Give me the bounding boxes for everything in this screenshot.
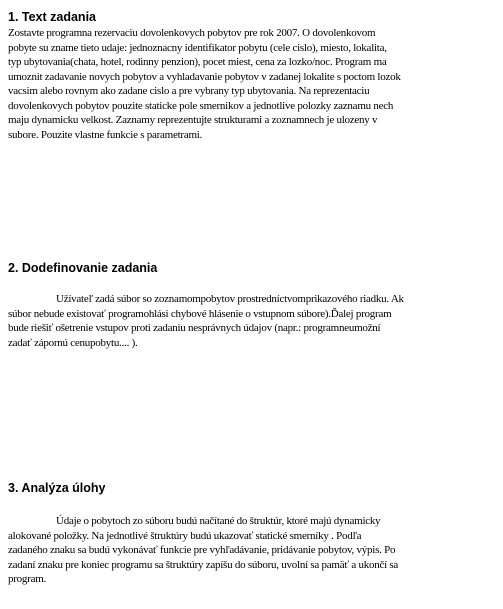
text-line: bude riešiť ošetrenie vstupov proti zadaniu nesprávnych údajov (napr.: programneumožní — [8, 322, 381, 334]
text-line: umoznit zadavanie novych pobytov a vyhladavanie pobytov v zadanej lokalite s poctom lozok — [8, 70, 401, 83]
section-heading-dodefinovanie-zadania: 2. Dodefinovanie zadania — [8, 261, 158, 275]
text-line: subore. Pouzite vlastne funkcie s parametrami. — [8, 128, 203, 141]
section-heading-text-zadania: 1. Text zadania — [8, 10, 96, 24]
text-line: dovolenkovych pobytov pouzite staticke pole smernikov a jednotlive polozky zaznamu nech — [8, 99, 394, 112]
text-line: vacsim alebo rovnym ako zadane cislo a pre vybrany typ ubytovania. Na reprezentaciu — [8, 85, 370, 97]
text-line: Zostavte programna rezervaciu dovolenkovych pobytov pre rok 2007. O dovolenkovom — [8, 27, 376, 39]
section-heading-analyza-ulohy: 3. Analýza úlohy — [8, 481, 106, 495]
text-line: pobyte su zname tieto udaje: jednoznacny identifikator pobytu (cele cislo), miesto, lokalita, — [8, 41, 387, 54]
text-line: súbor nebude existovať programohlási chybové hlásenie o vstupnom súbore).Ďalej program — [8, 307, 392, 320]
section-analyza-body — [8, 514, 496, 587]
text-line: maju dynamicku velkost. Zaznamy reprezentujte strukturami a zoznamnech je ulozeny v — [8, 114, 378, 126]
section-text-zadania-body — [8, 26, 496, 142]
text-line: program. — [8, 573, 47, 585]
text-line: zadať zápornú cenupobytu.... ). — [8, 336, 138, 349]
text-line: Údaje o pobytoch zo súboru budú načítané do štruktúr, ktoré majú dynamicky — [56, 515, 381, 527]
text-line: zadaní znaku pre koniec programu sa štruktúry zapíšu do súboru, uvolní sa pamäť a ukončí sa — [8, 558, 399, 571]
section-dodefinovanie-body — [8, 292, 496, 350]
text-line: Užívateľ zadá súbor so zoznamompobytov prostredníctvomprikazového riadku. Ak — [56, 293, 404, 305]
text-line: typ ubytovania(chata, hotel, rodinny penzion), pocet miest, cena za lozko/noc. Program ma — [8, 56, 387, 68]
text-line: alokované položky. Na jednotlivé štruktúry budú ukazovať statické smerníky . Podľa — [8, 529, 362, 542]
text-line: zadaného znaku sa budú vykonávať funkcie pre vyhľadávanie, pridávanie pobytov, výpis. Po — [8, 544, 396, 556]
